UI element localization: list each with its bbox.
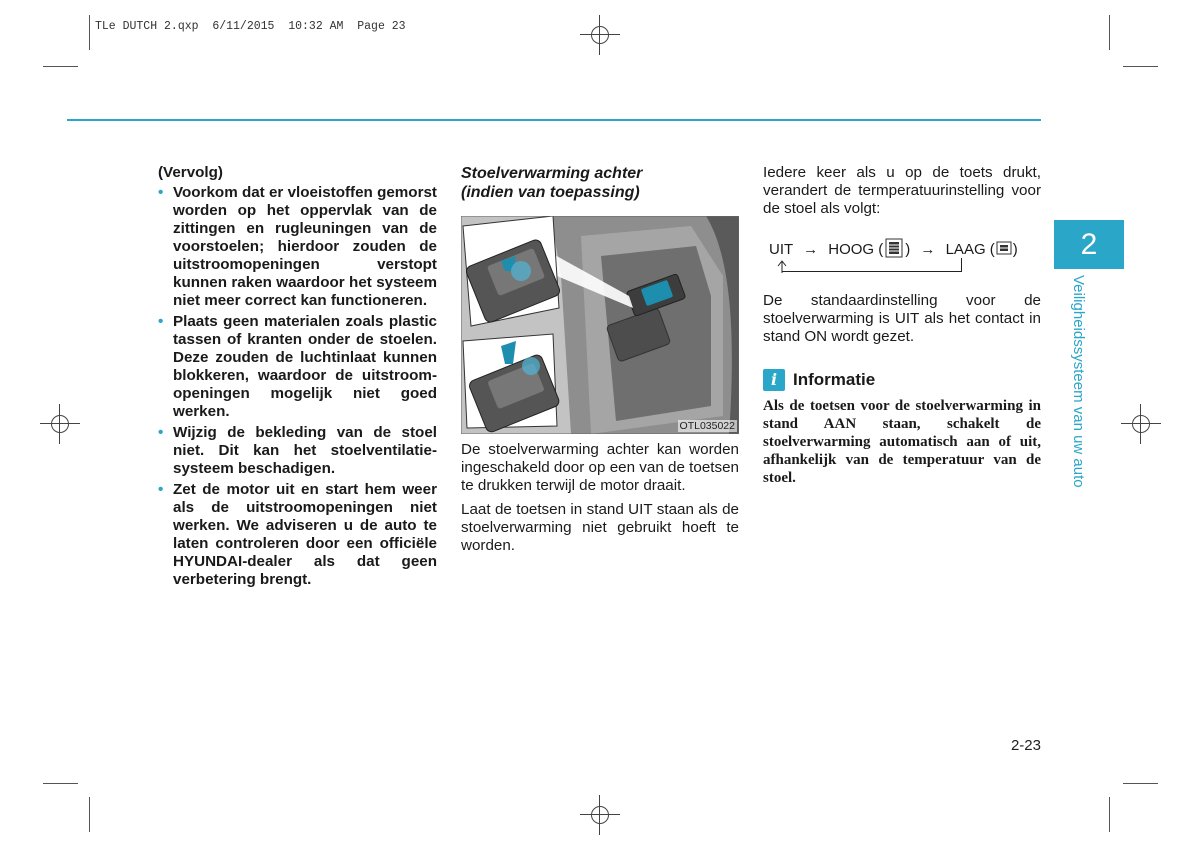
registration-mark-left (40, 404, 80, 444)
page-number: 2-23 (1010, 737, 1041, 754)
section-heading: Stoelverwarming achter (indien van toepassing) (461, 165, 643, 201)
image-code: OTL035022 (679, 420, 735, 432)
paragraph: Laat de toetsen in stand UIT staan als de stoelverwarming niet gebruikt hoeft te worden. (461, 501, 739, 554)
seq-close-paren: ) (1012, 240, 1018, 258)
chapter-tab: 2 (1054, 220, 1124, 269)
crop-mark (1123, 66, 1158, 67)
temperature-sequence (769, 238, 1018, 262)
heat-low-icon (995, 240, 1013, 260)
crop-mark (1109, 797, 1110, 832)
continued-label: (Vervolg) (158, 164, 223, 181)
registration-mark-top (580, 15, 620, 55)
crop-mark (1123, 783, 1158, 784)
list-item: • Zet de motor uit en start hem weer als de uitstroomopeningen niet werken. We adviseren u de auto te laten controleren door een officiële HYUNDAI-dealer als dat geen verbetering brengt. (158, 481, 437, 588)
column-warnings (158, 164, 437, 592)
bullet-icon: • (158, 184, 164, 201)
list-item: • Wijzig de bekleding van de stoel niet. Dit kan het stoelventilatie-systeem beschadigen. (158, 424, 437, 477)
warning-list (158, 184, 437, 589)
heat-high-icon (883, 238, 905, 262)
registration-mark-bottom (580, 795, 620, 835)
seat-heater-switch-illustration (461, 216, 739, 434)
info-header (763, 369, 875, 391)
crop-mark (43, 783, 78, 784)
column-rear-seat-heating (461, 164, 739, 202)
print-slug: TLe DUTCH 2.qxp 6/11/2015 10:32 AM Page 23 (95, 20, 406, 33)
side-chapter-title: Veiligheidssysteem van uw auto (1070, 275, 1087, 488)
arrow-right-icon: → (803, 240, 819, 258)
seq-off-label: UIT (769, 240, 793, 258)
crop-mark (89, 15, 90, 50)
info-body: Als de toetsen voor de stoelverwarming in stand AAN staan, schakelt de stoelverwarming automatisch aan of uit, afhankelijk van de temperatuur van de stoel. (763, 398, 1041, 486)
seq-close-paren: ) (905, 240, 911, 258)
header-rule (67, 119, 1041, 121)
paragraph-intro: Iedere keer als u op de toets drukt, verandert de termperatuurinstelling voor de stoel als volgt: (763, 164, 1041, 217)
registration-mark-right (1121, 404, 1161, 444)
seq-low-label: LAAG ( (945, 240, 995, 258)
info-title: Informatie (793, 370, 876, 389)
bullet-icon: • (158, 313, 164, 330)
default-setting-text: De standaardinstelling voor de stoelverwarming is UIT als het contact in stand ON wordt gezet. (763, 292, 1041, 345)
rear-heating-text (461, 441, 739, 555)
seq-high-label: HOOG ( (828, 240, 884, 258)
list-item: • Plaats geen materialen zoals plastic tassen of kranten onder de stoelen. Deze zouden de luchtinlaat kunnen blokkeren, waardoor de uitstroom-openingen mogelijk niet goed werken. (158, 313, 437, 420)
bullet-icon: • (158, 481, 164, 498)
crop-mark (1109, 15, 1110, 50)
arrow-right-icon: → (920, 240, 936, 258)
return-line (782, 271, 962, 272)
bullet-icon: • (158, 424, 164, 441)
info-icon: i (763, 369, 785, 391)
crop-mark (43, 66, 78, 67)
column-settings (763, 164, 1041, 218)
return-line (961, 258, 962, 272)
crop-mark (89, 797, 90, 832)
paragraph: De stoelverwarming achter kan worden ingeschakeld door op een van de toetsen te drukken terwijl de motor draait. (461, 441, 739, 494)
list-item: • Voorkom dat er vloeistoffen gemorst worden op het oppervlak van de zittingen en rugleuningen van de voorstoelen; hierdoor zouden de uitstroomopeningen verstopt kunnen raken waardoor het systeem niet meer correct kan functioneren. (158, 184, 437, 309)
